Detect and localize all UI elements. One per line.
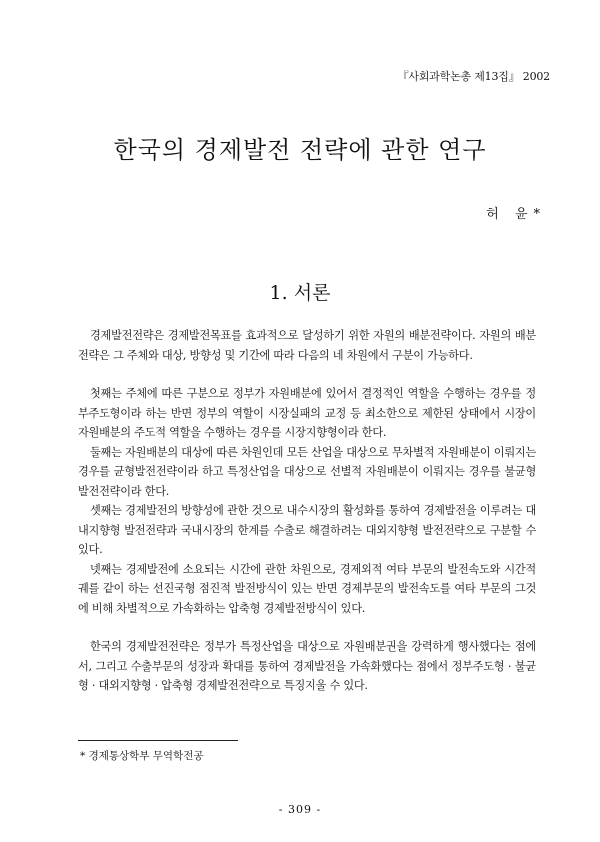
paragraph-intro: 경제발전전략은 경제발전목표를 효과적으로 달성하기 위한 자원의 배분전략이다. 자원의 배분전략은 그 주체와 대상, 방향성 및 기간에 따라 다음의 네 차원에서 구분이 가능하다. [78,329,536,362]
footnote-rule [78,740,238,741]
paragraph-first: 첫째는 주체에 따른 구분으로 정부가 자원배분에 있어서 결정적인 역할을 수행하는 경우를 정부주도형이라 하는 반면 정부의 역할이 시장실패의 교정 등 최소한으로 제한된 상태에서 시장이 자원배분의 주도적 역할을 수행하는 경우를 시장지향형이라 한다. [78,387,536,439]
paragraph-third: 셋째는 경제발전의 방향성에 관한 것으로 내수시장의 활성화를 통하여 경제발전을 이루려는 대내지향형 발전전략과 국내시장의 한계를 수출로 해결하려는 대외지향형 발전전략으로 구분할 수 있다. [78,504,536,556]
paragraph-fourth: 넷째는 경제발전에 소요되는 시간에 관한 차원으로, 경제외적 여타 부문의 발전속도와 시간적 궤를 같이 하는 선진국형 점진적 발전방식이 있는 반면 경제부문의 발전속도를 여타 부문의 그것에 비해 차별적으로 가속화하는 압축형 경제발전방식이 있다. [78,562,536,615]
paragraph-second: 둘째는 자원배분의 대상에 따른 차원인데 모든 산업을 대상으로 무차별적 자원배분이 이뤄지는 경우를 균형발전전략이라 하고 특정산업을 대상으로 선별적 자원배분이 이뤄지는 경우를 불균형발전전략이라 한다. [78,445,536,498]
footnote: * 경제통상학부 무역학전공 [80,750,204,762]
journal-header: 『사회과학논총 제13집』 2002 [397,70,550,83]
section-heading: 1. 서론 [269,282,331,304]
author: 허 윤* [486,207,546,222]
body-text [78,326,536,696]
paper-title: 한국의 경제발전 전략에 관한 연구 [113,136,487,164]
page-number: - 309 - [278,803,322,816]
paragraph-summary: 한국의 경제발전전략은 정부가 특정산업을 대상으로 자원배분권을 강력하게 행사했다는 점에서, 그리고 수출부문의 성장과 확대를 통하여 경제발전을 가속화했다는 점에서 정부주도형 · 불균형 · 대외지향형 · 압축형 경제발전전략으로 특징지울 수 있다. [78,640,536,692]
